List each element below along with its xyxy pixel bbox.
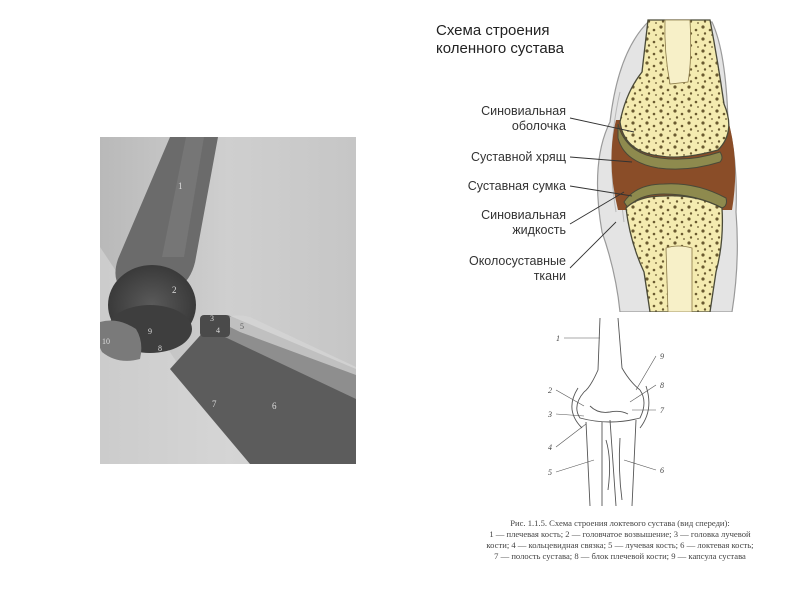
elbow-number: 5 [548,468,552,477]
label-line: Суставной хрящ [471,150,566,164]
xray-drawing [100,137,356,464]
elbow-number: 8 [660,381,664,390]
knee-title-line: Схема строения [436,22,550,39]
elbow-number: 2 [548,386,552,395]
elbow-number: 7 [660,406,664,415]
elbow-number: 3 [548,410,552,419]
elbow-line-drawing [460,310,780,515]
caption-line: 7 — полость сустава; 8 — блок плечевой кости; 9 — капсула сустава [494,551,746,561]
elbow-xray-image [100,137,356,464]
knee-joint-diagram [420,12,780,312]
xray-number: 3 [210,314,214,323]
label-line: Синовиальная [481,104,566,118]
label-line: Околосуставные [468,254,566,268]
label-line: ткани [533,269,566,283]
label-line: Суставная сумка [467,179,566,193]
xray-number: 10 [102,337,110,346]
elbow-number: 1 [556,334,560,343]
elbow-number: 4 [548,443,552,452]
knee-joint-drawing [420,12,780,312]
elbow-number: 6 [660,466,664,475]
elbow-figure-caption [468,518,772,562]
elbow-number: 9 [660,352,664,361]
xray-number: 6 [272,401,277,411]
xray-number: 8 [158,344,162,353]
label-line: Синовиальная [481,208,566,222]
caption-line: кости; 4 — кольцевидная связка; 5 — лучевая кость; 6 — локтевая кость; [486,540,754,550]
xray-number: 5 [240,322,244,331]
xray-number: 7 [212,399,217,409]
knee-title-line: коленного сустава [436,40,564,57]
xray-number: 1 [178,181,183,191]
elbow-joint-diagram [460,310,780,580]
xray-number: 4 [216,326,220,335]
caption-line: 1 — плечевая кость; 2 — головчатое возвышение; 3 — головка лучевой [489,529,751,539]
label-line: оболочка [511,119,566,133]
xray-number: 2 [172,285,177,295]
label-line: жидкость [512,223,566,237]
xray-number: 9 [148,327,152,336]
caption-line: Рис. 1.1.5. Схема строения локтевого сустава (вид спереди): [510,518,730,528]
